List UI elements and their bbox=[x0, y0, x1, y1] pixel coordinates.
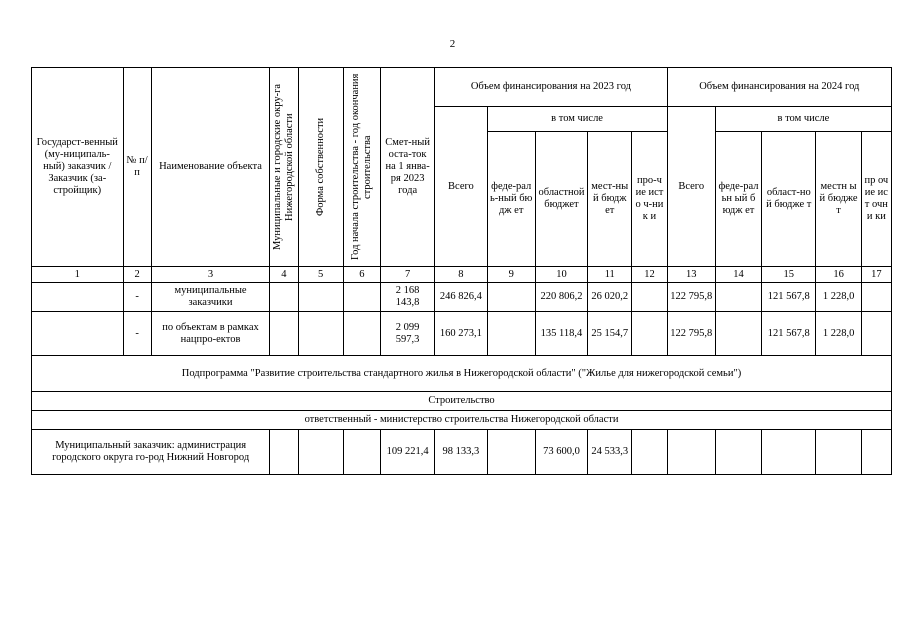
row-loc-2024: 1 228,0 bbox=[816, 283, 861, 312]
header-reg-2023: областной бюджет bbox=[535, 132, 587, 267]
col-number: 9 bbox=[487, 267, 535, 283]
row-reg-2023: 135 118,4 bbox=[535, 312, 587, 356]
page-number: 2 bbox=[449, 38, 456, 50]
col-number: 3 bbox=[151, 267, 270, 283]
responsible-title: ответственный - министерство строительства Нижегородской области bbox=[32, 411, 892, 430]
header-total-2023: Всего bbox=[435, 107, 487, 267]
header-loc-2024: местн ый бюдже т bbox=[816, 132, 861, 267]
row-loc-2023: 26 020,2 bbox=[588, 283, 632, 312]
row-total-2023: 98 133,3 bbox=[435, 430, 487, 475]
col-number: 8 bbox=[435, 267, 487, 283]
header-total-2024: Всего bbox=[667, 107, 715, 267]
header-fed-2024: феде-ральн ый бюдж ет bbox=[715, 132, 761, 267]
col-number: 5 bbox=[298, 267, 343, 283]
col-number: 1 bbox=[32, 267, 124, 283]
header-municipal: Муниципальные и городские окру-га Нижегородской области bbox=[272, 83, 296, 251]
row-total-2024: 122 795,8 bbox=[667, 312, 715, 356]
header-reg-2024: област-ной бюдже т bbox=[762, 132, 816, 267]
header-fed-2023: феде-раль-ный бюдж ет bbox=[487, 132, 535, 267]
row-total-2023: 246 826,4 bbox=[435, 283, 487, 312]
row-total-2024: 122 795,8 bbox=[667, 283, 715, 312]
col-number: 10 bbox=[535, 267, 587, 283]
col-number: 6 bbox=[343, 267, 380, 283]
col-number: 2 bbox=[123, 267, 151, 283]
row-name: по объектам в рамках нацпро-ектов bbox=[151, 312, 270, 356]
header-incl-2023: в том числе bbox=[487, 107, 667, 132]
header-num: № п/п bbox=[123, 68, 151, 267]
header-years: Год начала строительства - год окончания строительства bbox=[349, 73, 373, 261]
row-loc-2024: 1 228,0 bbox=[816, 312, 861, 356]
row-reg-2023: 220 806,2 bbox=[535, 283, 587, 312]
customer-cell: Муниципальный заказчик: администрация городского округа го-род Нижний Новгород bbox=[32, 430, 270, 475]
header-fin-2023: Объем финансирования на 2023 год bbox=[435, 68, 667, 107]
header-customer: Государст-венный (му-ниципаль-ный) заказчик / Заказчик (за-стройщик) bbox=[32, 68, 124, 267]
row-estimate: 2 168 143,8 bbox=[380, 283, 434, 312]
table-row bbox=[32, 283, 892, 312]
row-loc-2023: 25 154,7 bbox=[588, 312, 632, 356]
section-title: Строительство bbox=[32, 392, 892, 411]
financing-table bbox=[31, 67, 892, 475]
header-estimate: Смет-ный оста-ток на 1 янва-ря 2023 года bbox=[380, 68, 434, 267]
row-estimate: 2 099 597,3 bbox=[380, 312, 434, 356]
row-estimate: 109 221,4 bbox=[380, 430, 434, 475]
header-oth-2023: про-чие исто ч-ник и bbox=[632, 132, 667, 267]
row-total-2023: 160 273,1 bbox=[435, 312, 487, 356]
table-row bbox=[32, 430, 892, 475]
col-number: 11 bbox=[588, 267, 632, 283]
header-fin-2024: Объем финансирования на 2024 год bbox=[667, 68, 891, 107]
col-number: 12 bbox=[632, 267, 667, 283]
header-name: Наименование объекта bbox=[151, 68, 270, 267]
col-number: 17 bbox=[861, 267, 891, 283]
col-number: 7 bbox=[380, 267, 434, 283]
col-number: 16 bbox=[816, 267, 861, 283]
row-num: - bbox=[123, 283, 151, 312]
table-row bbox=[32, 312, 892, 356]
header-loc-2023: мест-ный бюдж ет bbox=[588, 132, 632, 267]
col-number: 14 bbox=[715, 267, 761, 283]
subprogram-title: Подпрограмма "Развитие строительства стандартного жилья в Нижегородской области" ("Жилье для нижегородской семьи") bbox=[32, 356, 892, 392]
row-reg-2023: 73 600,0 bbox=[535, 430, 587, 475]
row-reg-2024: 121 567,8 bbox=[762, 312, 816, 356]
row-loc-2023: 24 533,3 bbox=[588, 430, 632, 475]
col-number: 4 bbox=[270, 267, 298, 283]
col-number: 15 bbox=[762, 267, 816, 283]
header-ownership: Форма собственности bbox=[314, 117, 326, 217]
header-incl-2024: в том числе bbox=[715, 107, 891, 132]
row-reg-2024: 121 567,8 bbox=[762, 283, 816, 312]
col-number: 13 bbox=[667, 267, 715, 283]
row-name: муниципальные заказчики bbox=[151, 283, 270, 312]
column-numbers-row bbox=[32, 267, 892, 283]
header-oth-2024: пр оч ие ист очни ки bbox=[861, 132, 891, 267]
row-num: - bbox=[123, 312, 151, 356]
